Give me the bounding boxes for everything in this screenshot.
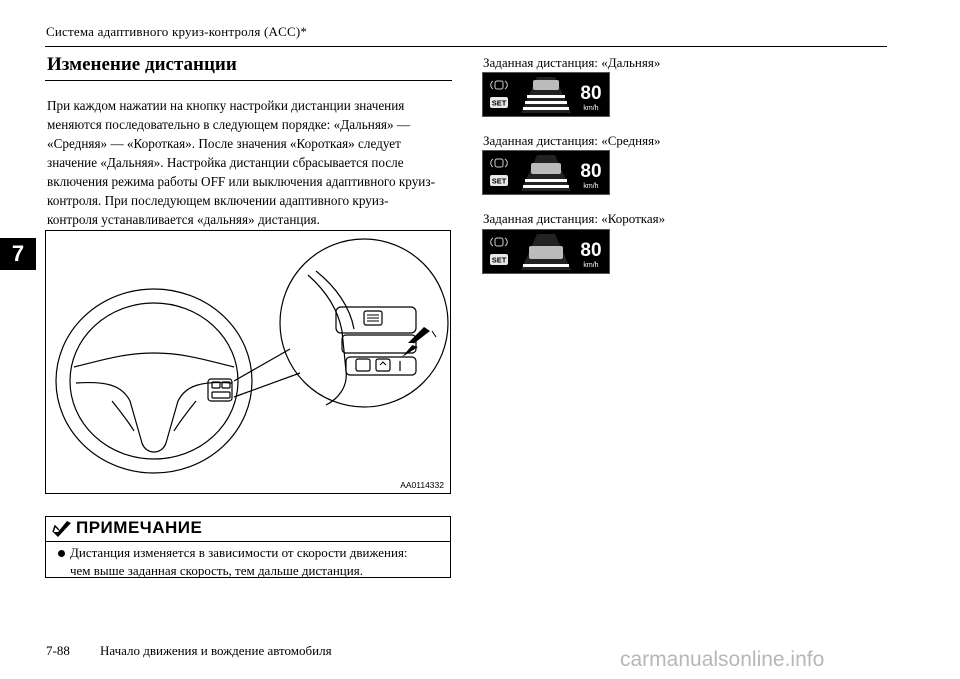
note-pen-icon — [51, 520, 73, 538]
acc-display-far-graphic — [483, 73, 609, 116]
acc-display-short — [482, 229, 610, 274]
distance-bar — [527, 95, 565, 98]
lead-car-icon — [533, 80, 559, 90]
acc-display-short-graphic — [483, 230, 609, 273]
distance-bar — [523, 185, 569, 188]
acc-display-medium-graphic — [483, 151, 609, 194]
speed-value: 80 — [580, 161, 602, 182]
distance-bar — [523, 107, 569, 110]
speed-unit: km/h — [583, 262, 599, 269]
heading-rule — [45, 80, 452, 81]
set-indicator: SET — [491, 255, 507, 265]
watermark: carmanualsonline.info — [620, 648, 825, 671]
note-text: Дистанция изменяется в зависимости от скорости движения: чем выше заданная скорость, тем дальше дистанция. — [70, 545, 408, 578]
speed-value: 80 — [580, 240, 602, 261]
page-number: 7-88 — [46, 643, 70, 658]
distance-bar — [523, 264, 569, 267]
acc-display-far — [482, 72, 610, 117]
figure-code: AA0114332 — [400, 480, 444, 490]
chapter-tab: 7 — [0, 238, 36, 270]
running-header: Система адаптивного круиз-контроля (ACC)* — [46, 24, 308, 39]
set-indicator: SET — [491, 176, 507, 186]
speed-unit: km/h — [583, 183, 599, 190]
steering-wheel-figure — [45, 230, 451, 494]
lead-car-icon — [531, 163, 561, 174]
distance-bar — [525, 179, 567, 182]
speed-unit: km/h — [583, 105, 599, 112]
set-indicator: SET — [491, 98, 507, 108]
bullet-icon — [58, 550, 65, 557]
display-label-far: Заданная дистанция: «Дальняя» — [483, 55, 661, 70]
note-box — [45, 516, 451, 578]
display-label-medium: Заданная дистанция: «Средняя» — [483, 133, 661, 148]
lead-car-icon — [529, 246, 563, 259]
display-label-short: Заданная дистанция: «Короткая» — [483, 211, 666, 226]
section-heading: Изменение дистанции — [47, 54, 237, 75]
acc-display-medium — [482, 150, 610, 195]
footer-title: Начало движения и вождение автомобиля — [100, 643, 332, 658]
header-rule — [45, 46, 887, 47]
distance-bar — [525, 101, 567, 104]
steering-wheel-illustration — [46, 231, 450, 493]
note-title: ПРИМЕЧАНИЕ — [76, 518, 203, 537]
body-paragraph: При каждом нажатии на кнопку настройки дистанции значения меняются последовательно в следующем порядке: «Дальняя» — «Средняя» — «Короткая». После значения «Короткая» следует значение «Дальняя». Настройка дистанции сбрасывается после включения режима работы OFF или выключения адаптивного круиз- контроля. При последующем включении адаптивного круиз- контроля устанавливается «дальняя» дистанция. — [47, 98, 435, 227]
note-header — [46, 517, 450, 542]
speed-value: 80 — [580, 83, 602, 104]
